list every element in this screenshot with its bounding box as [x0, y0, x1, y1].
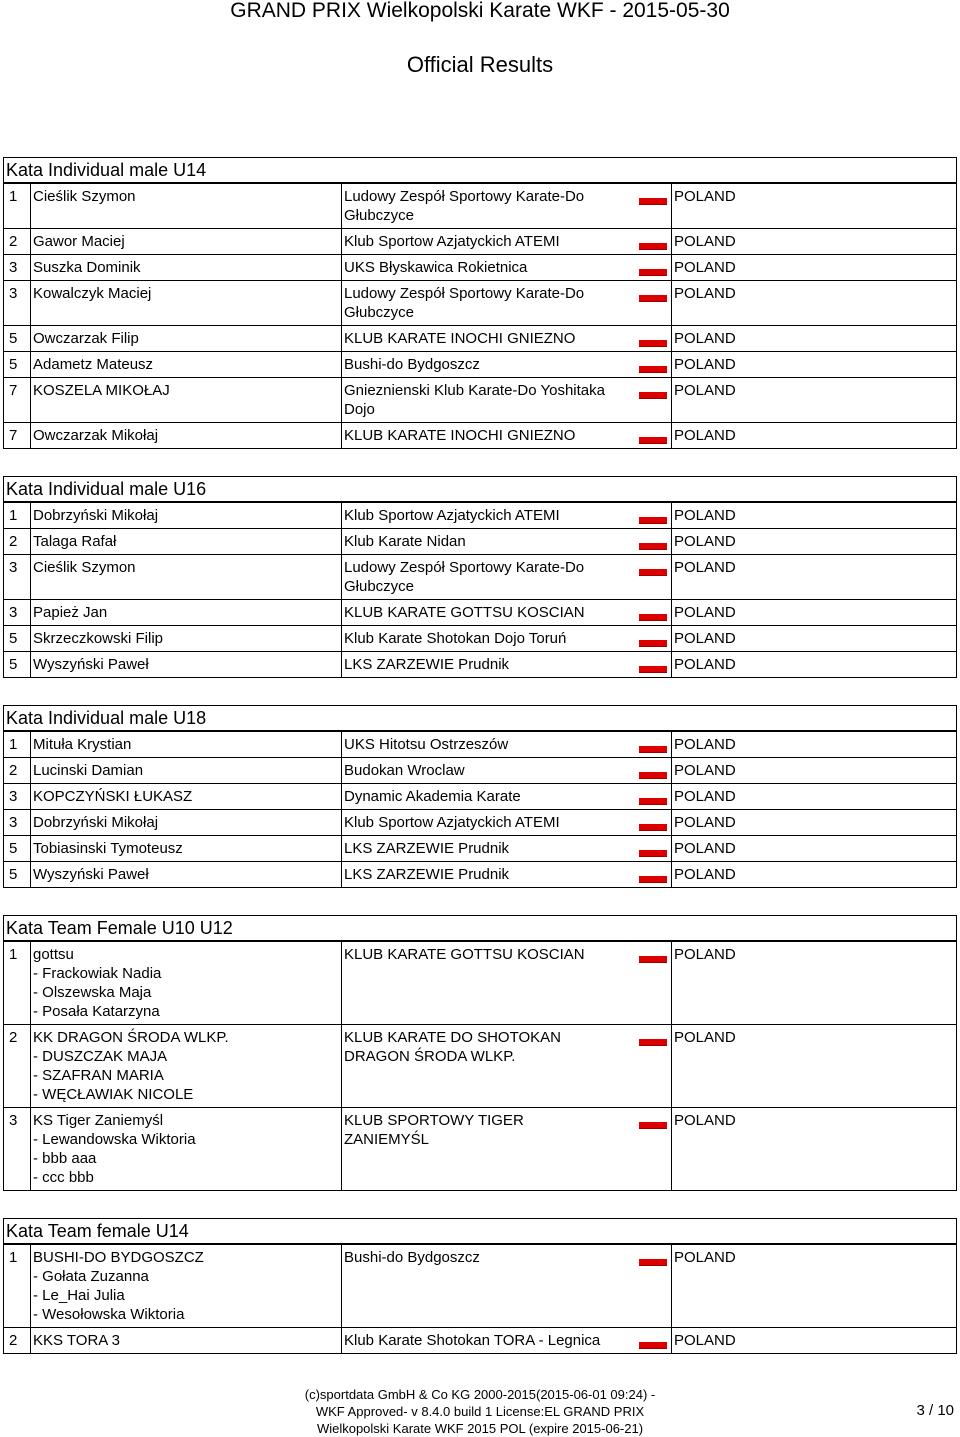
page-header	[0, 0, 960, 80]
competitor-name	[30, 1108, 341, 1190]
club-name	[341, 862, 631, 887]
flag-cell	[631, 1108, 671, 1190]
footer-line: (c)sportdata GmbH & Co KG 2000-2015(2015-06-01 09:24) -	[304, 1387, 656, 1402]
club-name	[341, 942, 631, 1024]
poland-flag-icon	[639, 1255, 667, 1266]
club-name	[341, 555, 631, 599]
poland-flag-icon	[639, 362, 667, 373]
country: POLAND	[671, 836, 951, 861]
poland-flag-icon	[639, 194, 667, 205]
team-member: - Posała Katarzyna	[33, 1003, 160, 1020]
flag-cell	[631, 555, 671, 599]
rank: 2	[9, 233, 18, 250]
competitor-name	[30, 810, 341, 835]
category-title: Kata Team female U14	[3, 1218, 957, 1245]
poland-flag-icon	[639, 662, 667, 673]
competitor-line: Adametz Mateusz	[33, 356, 154, 373]
competitor-name	[30, 600, 341, 625]
flag-cell	[631, 810, 671, 835]
result-row	[3, 503, 957, 529]
poland-flag-icon	[639, 1035, 667, 1046]
flag-cell	[631, 862, 671, 887]
club-name	[341, 600, 631, 625]
club-name	[341, 1025, 631, 1107]
result-row	[3, 555, 957, 600]
club-line: Klub Sportow Azjatyckich ATEMI	[344, 507, 560, 524]
country: POLAND	[671, 1328, 951, 1353]
country: POLAND	[671, 942, 951, 1024]
flag-cell	[631, 503, 671, 528]
rank: 2	[9, 762, 18, 779]
competitor-name	[30, 378, 341, 422]
country: POLAND	[671, 810, 951, 835]
club-line: UKS Hitotsu Ostrzeszów	[344, 736, 509, 753]
country: POLAND	[671, 281, 951, 325]
club-name	[341, 184, 631, 228]
club-line: KLUB KARATE GOTTSU KOSCIAN	[344, 946, 585, 963]
category-title: Kata Individual male U16	[3, 476, 957, 503]
category-section	[3, 915, 957, 1191]
country: POLAND	[671, 352, 951, 377]
result-row	[3, 732, 957, 758]
competitor-line: Owczarzak Mikołaj	[33, 427, 159, 444]
club-line: Ludowy Zespół Sportowy Karate-Do	[344, 285, 585, 302]
club-line: Budokan Wroclaw	[344, 762, 465, 779]
competitor-name	[30, 862, 341, 887]
rank: 3	[9, 788, 18, 805]
footer-line: WKF Approved- v 8.4.0 build 1 License:EL GRAND PRIX	[315, 1404, 645, 1419]
flag-cell	[631, 942, 671, 1024]
category-section	[3, 1218, 957, 1354]
club-name	[341, 503, 631, 528]
poland-flag-icon	[639, 846, 667, 857]
rank: 5	[9, 840, 18, 857]
flag-cell	[631, 784, 671, 809]
team-member: - Frackowiak Nadia	[33, 965, 162, 982]
country: POLAND	[671, 423, 951, 448]
footer-line: Wielkopolski Karate WKF 2015 POL (expire 2015-06-21)	[316, 1421, 644, 1436]
competitor-name	[30, 503, 341, 528]
rank: 5	[9, 866, 18, 883]
competitor-line: Skrzeczkowski Filip	[33, 630, 164, 647]
poland-flag-icon	[639, 794, 667, 805]
club-name	[341, 758, 631, 783]
poland-flag-icon	[639, 565, 667, 576]
rank: 1	[9, 946, 18, 963]
country: POLAND	[671, 378, 951, 422]
club-line: LKS ZARZEWIE Prudnik	[344, 656, 510, 673]
result-row	[3, 810, 957, 836]
country: POLAND	[671, 555, 951, 599]
result-row	[3, 862, 957, 888]
club-line: Głubczyce	[344, 304, 415, 321]
competitor-name	[30, 281, 341, 325]
competitor-line: Kowalczyk Maciej	[33, 285, 152, 302]
rank: 7	[9, 382, 18, 399]
section-gap	[3, 449, 957, 476]
result-row	[3, 1328, 957, 1354]
competitor-name	[30, 555, 341, 599]
team-member: - Gołata Zuzanna	[33, 1268, 149, 1285]
rank: 3	[9, 285, 18, 302]
category-title: Kata Individual male U18	[3, 705, 957, 732]
club-name	[341, 326, 631, 351]
flag-cell	[631, 326, 671, 351]
rank: 5	[9, 356, 18, 373]
team-member: - Olszewska Maja	[33, 984, 152, 1001]
category-title: Kata Team Female U10 U12	[3, 915, 957, 942]
club-line: Ludowy Zespół Sportowy Karate-Do	[344, 559, 585, 576]
rank: 2	[9, 1029, 18, 1046]
club-name	[341, 229, 631, 254]
competitor-line: KOPCZYŃSKI ŁUKASZ	[33, 788, 193, 805]
rank: 3	[9, 559, 18, 576]
flag-cell	[631, 184, 671, 228]
competitor-line: gottsu	[33, 946, 74, 963]
category-section	[3, 705, 957, 888]
country: POLAND	[671, 1108, 951, 1190]
club-name	[341, 810, 631, 835]
result-row	[3, 1245, 957, 1328]
poland-flag-icon	[639, 336, 667, 347]
flag-cell	[631, 423, 671, 448]
country: POLAND	[671, 600, 951, 625]
competitor-line: Papież Jan	[33, 604, 108, 621]
poland-flag-icon	[639, 742, 667, 753]
competitor-line: Wyszyński Paweł	[33, 866, 149, 883]
poland-flag-icon	[639, 636, 667, 647]
flag-cell	[631, 1328, 671, 1353]
club-line: DRAGON ŚRODA WLKP.	[344, 1048, 516, 1065]
flag-cell	[631, 600, 671, 625]
competitor-line: Talaga Rafał	[33, 533, 117, 550]
competitor-name	[30, 836, 341, 861]
club-name	[341, 652, 631, 677]
club-line: KLUB KARATE INOCHI GNIEZNO	[344, 427, 576, 444]
team-member: - WĘCŁAWIAK NICOLE	[33, 1086, 194, 1103]
country: POLAND	[671, 326, 951, 351]
country: POLAND	[671, 529, 951, 554]
competitor-name	[30, 784, 341, 809]
rank: 1	[9, 507, 18, 524]
team-member: - Lewandowska Wiktoria	[33, 1131, 196, 1148]
country: POLAND	[671, 184, 951, 228]
club-name	[341, 378, 631, 422]
poland-flag-icon	[639, 388, 667, 399]
team-member: - bbb aaa	[33, 1150, 97, 1167]
club-name	[341, 1108, 631, 1190]
page-title: Official Results	[406, 52, 554, 77]
result-row	[3, 758, 957, 784]
team-member: - SZAFRAN MARIA	[33, 1067, 164, 1084]
club-name	[341, 255, 631, 280]
result-row	[3, 229, 957, 255]
flag-cell	[631, 1245, 671, 1327]
rank: 1	[9, 1249, 18, 1266]
result-row	[3, 529, 957, 555]
poland-flag-icon	[639, 265, 667, 276]
club-line: Klub Sportow Azjatyckich ATEMI	[344, 814, 560, 831]
competitor-name	[30, 326, 341, 351]
club-name	[341, 784, 631, 809]
competitor-name	[30, 626, 341, 651]
club-line: KLUB SPORTOWY TIGER	[344, 1112, 524, 1129]
category-title: Kata Individual male U14	[3, 157, 957, 184]
club-line: Dynamic Akademia Karate	[344, 788, 521, 805]
club-name	[341, 1245, 631, 1327]
flag-cell	[631, 281, 671, 325]
rank: 5	[9, 630, 18, 647]
competitor-line: Tobiasinski Tymoteusz	[33, 840, 183, 857]
country: POLAND	[671, 732, 951, 757]
country: POLAND	[671, 862, 951, 887]
page-number: 3 / 10	[916, 1402, 954, 1419]
country: POLAND	[671, 626, 951, 651]
results-list	[3, 157, 957, 1354]
result-row	[3, 626, 957, 652]
footer	[290, 1386, 670, 1437]
result-row	[3, 1108, 957, 1191]
result-row	[3, 184, 957, 229]
rank: 7	[9, 427, 18, 444]
club-line: Klub Karate Shotokan TORA - Legnica	[344, 1332, 601, 1349]
club-line: Klub Sportow Azjatyckich ATEMI	[344, 233, 560, 250]
competitor-name	[30, 652, 341, 677]
club-line: KLUB KARATE DO SHOTOKAN	[344, 1029, 561, 1046]
result-row	[3, 255, 957, 281]
rank: 3	[9, 814, 18, 831]
competitor-name	[30, 758, 341, 783]
flag-cell	[631, 378, 671, 422]
competitor-name	[30, 1025, 341, 1107]
club-line: Klub Karate Nidan	[344, 533, 466, 550]
competitor-line: Dobrzyński Mikołaj	[33, 814, 159, 831]
rank: 3	[9, 259, 18, 276]
club-line: UKS Błyskawica Rokietnica	[344, 259, 528, 276]
competitor-line: KKS TORA 3	[33, 1332, 120, 1349]
competitor-name	[30, 1328, 341, 1353]
result-row	[3, 326, 957, 352]
competitor-line: KK DRAGON ŚRODA WLKP.	[33, 1029, 229, 1046]
club-line: LKS ZARZEWIE Prudnik	[344, 866, 510, 883]
rank: 2	[9, 1332, 18, 1349]
poland-flag-icon	[639, 291, 667, 302]
rank: 1	[9, 736, 18, 753]
club-line: ZANIEMYŚL	[344, 1131, 430, 1148]
poland-flag-icon	[639, 433, 667, 444]
poland-flag-icon	[639, 952, 667, 963]
competitor-line: Mituła Krystian	[33, 736, 132, 753]
flag-cell	[631, 758, 671, 783]
result-row	[3, 784, 957, 810]
competitor-line: BUSHI-DO BYDGOSZCZ	[33, 1249, 204, 1266]
result-row	[3, 378, 957, 423]
competitor-line: KS Tiger Zaniemyśl	[33, 1112, 164, 1129]
country: POLAND	[671, 229, 951, 254]
club-name	[341, 423, 631, 448]
section-gap	[3, 1191, 957, 1218]
competitor-line: Dobrzyński Mikołaj	[33, 507, 159, 524]
flag-cell	[631, 732, 671, 757]
rank: 5	[9, 330, 18, 347]
competitor-name	[30, 184, 341, 228]
country: POLAND	[671, 1025, 951, 1107]
club-line: Bushi-do Bydgoszcz	[344, 1249, 480, 1266]
result-row	[3, 423, 957, 449]
competitor-name	[30, 255, 341, 280]
club-name	[341, 1328, 631, 1353]
competitor-name	[30, 352, 341, 377]
club-line: LKS ZARZEWIE Prudnik	[344, 840, 510, 857]
competitor-line: Cieślik Szymon	[33, 188, 136, 205]
result-row	[3, 652, 957, 678]
club-line: Gnieznienski Klub Karate-Do Yoshitaka	[344, 382, 605, 399]
result-row	[3, 836, 957, 862]
country: POLAND	[671, 503, 951, 528]
competitor-line: KOSZELA MIKOŁAJ	[33, 382, 170, 399]
rank: 2	[9, 533, 18, 550]
rank: 5	[9, 656, 18, 673]
team-member: - DUSZCZAK MAJA	[33, 1048, 168, 1065]
poland-flag-icon	[639, 239, 667, 250]
flag-cell	[631, 626, 671, 651]
club-name	[341, 352, 631, 377]
event-title: GRAND PRIX Wielkopolski Karate WKF - 2015-05-30	[230, 0, 730, 22]
result-row	[3, 352, 957, 378]
result-row	[3, 942, 957, 1025]
competitor-name	[30, 1245, 341, 1327]
team-member: - ccc bbb	[33, 1169, 94, 1186]
category-section	[3, 476, 957, 678]
competitor-name	[30, 423, 341, 448]
team-member: - Le_Hai Julia	[33, 1287, 125, 1304]
club-line: Bushi-do Bydgoszcz	[344, 356, 480, 373]
poland-flag-icon	[639, 872, 667, 883]
competitor-line: Owczarzak Filip	[33, 330, 139, 347]
rank: 1	[9, 188, 18, 205]
poland-flag-icon	[639, 1118, 667, 1129]
poland-flag-icon	[639, 513, 667, 524]
country: POLAND	[671, 652, 951, 677]
club-line: Dojo	[344, 401, 375, 418]
competitor-name	[30, 732, 341, 757]
club-line: KLUB KARATE INOCHI GNIEZNO	[344, 330, 576, 347]
flag-cell	[631, 229, 671, 254]
result-row	[3, 1025, 957, 1108]
flag-cell	[631, 836, 671, 861]
section-gap	[3, 888, 957, 915]
poland-flag-icon	[639, 820, 667, 831]
category-section	[3, 157, 957, 449]
country: POLAND	[671, 1245, 951, 1327]
poland-flag-icon	[639, 539, 667, 550]
poland-flag-icon	[639, 1338, 667, 1349]
poland-flag-icon	[639, 768, 667, 779]
competitor-line: Gawor Maciej	[33, 233, 125, 250]
rank: 3	[9, 1112, 18, 1129]
competitor-line: Cieślik Szymon	[33, 559, 136, 576]
result-row	[3, 600, 957, 626]
country: POLAND	[671, 255, 951, 280]
flag-cell	[631, 652, 671, 677]
flag-cell	[631, 352, 671, 377]
competitor-line: Suszka Dominik	[33, 259, 141, 276]
club-name	[341, 732, 631, 757]
competitor-name	[30, 529, 341, 554]
competitor-line: Lucinski Damian	[33, 762, 144, 779]
competitor-name	[30, 229, 341, 254]
result-row	[3, 281, 957, 326]
club-line: Klub Karate Shotokan Dojo Toruń	[344, 630, 567, 647]
club-line: Głubczyce	[344, 207, 415, 224]
club-name	[341, 836, 631, 861]
poland-flag-icon	[639, 610, 667, 621]
country: POLAND	[671, 784, 951, 809]
club-line: KLUB KARATE GOTTSU KOSCIAN	[344, 604, 585, 621]
club-line: Ludowy Zespół Sportowy Karate-Do	[344, 188, 585, 205]
club-line: Głubczyce	[344, 578, 415, 595]
team-member: - Wesołowska Wiktoria	[33, 1306, 185, 1323]
club-name	[341, 626, 631, 651]
rank: 3	[9, 604, 18, 621]
country: POLAND	[671, 758, 951, 783]
club-name	[341, 281, 631, 325]
club-name	[341, 529, 631, 554]
flag-cell	[631, 255, 671, 280]
competitor-name	[30, 942, 341, 1024]
competitor-line: Wyszyński Paweł	[33, 656, 149, 673]
section-gap	[3, 678, 957, 705]
flag-cell	[631, 1025, 671, 1107]
flag-cell	[631, 529, 671, 554]
